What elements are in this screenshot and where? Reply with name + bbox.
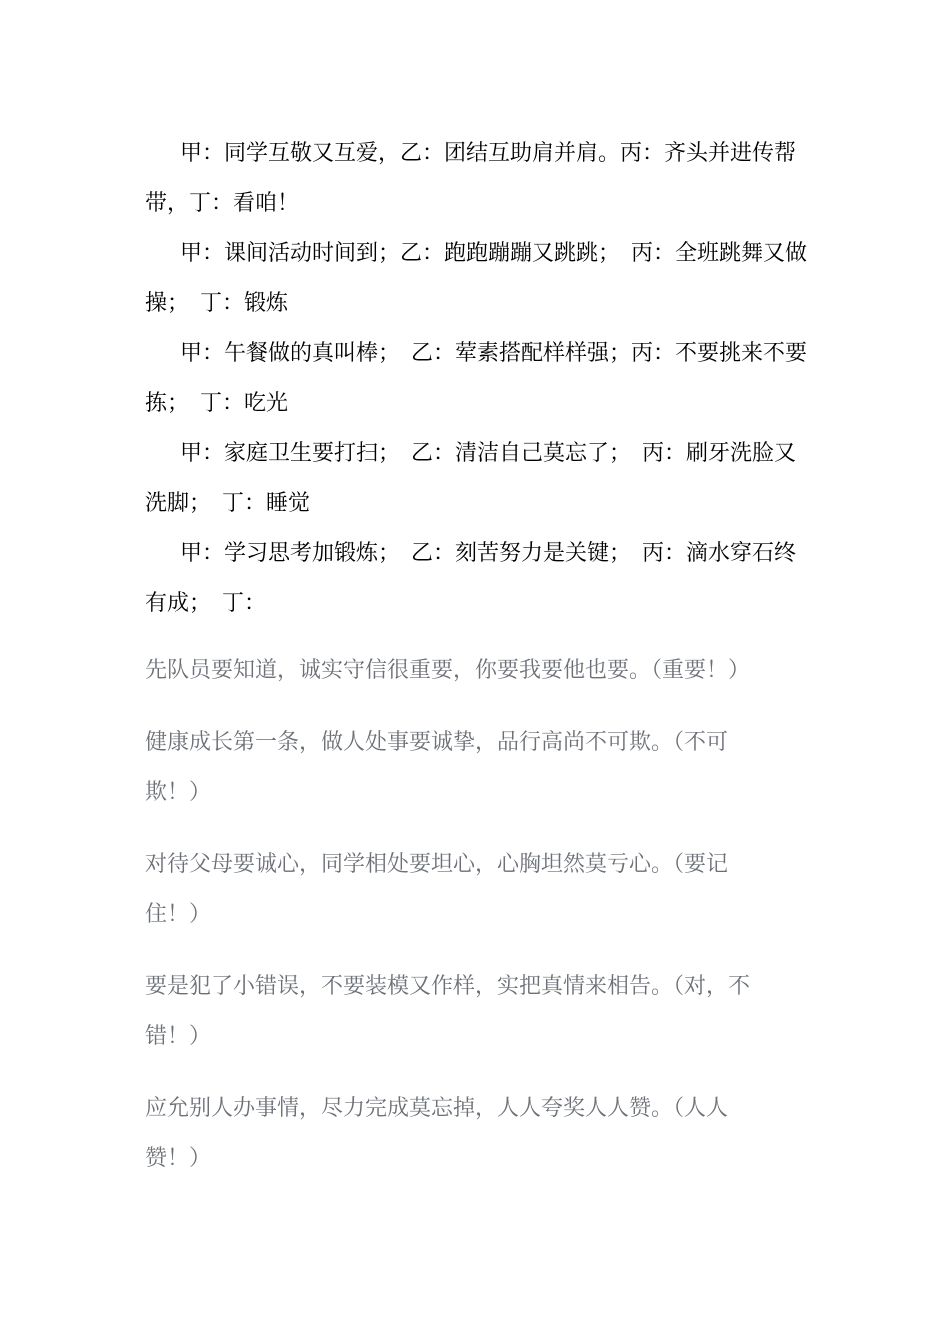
dialogue-section (145, 129, 807, 629)
dialogue-line: 甲：同学互敬又互爱，乙：团结互助肩并肩。丙：齐头并进传帮带，丁：看咱！ (145, 141, 797, 216)
dialogue-line: 甲：学习思考加锻炼； 乙：刻苦努力是关键； 丙：滴水穿石终有成； 丁： (145, 541, 797, 616)
chant-line: 应允别人办事情，尽力完成莫忘掉，人人夸奖人人赞。（人人赞！） (145, 1096, 729, 1171)
chant-section (145, 646, 755, 1206)
dialogue-line: 甲：课间活动时间到；乙：跑跑蹦蹦又跳跳； 丙：全班跳舞又做操； 丁：锻炼 (145, 241, 808, 316)
dialogue-line: 甲：家庭卫生要打扫； 乙：清洁自己莫忘了； 丙：刷牙洗脸又洗脚； 丁：睡觉 (145, 441, 797, 516)
chant-line: 健康成长第一条，做人处事要诚挚，品行高尚不可欺。（不可欺！） (145, 730, 729, 805)
chant-line: 先队员要知道，诚实守信很重要，你要我要他也要。（重要！） (145, 658, 751, 683)
chant-line: 要是犯了小错误，不要装模又作样，实把真情来相告。（对，不错！） (145, 974, 751, 1049)
dialogue-line: 甲：午餐做的真叫棒； 乙：荤素搭配样样强；丙：不要挑来不要拣； 丁：吃光 (145, 341, 808, 416)
chant-line: 对待父母要诚心，同学相处要坦心，心胸坦然莫亏心。（要记住！） (145, 852, 729, 927)
